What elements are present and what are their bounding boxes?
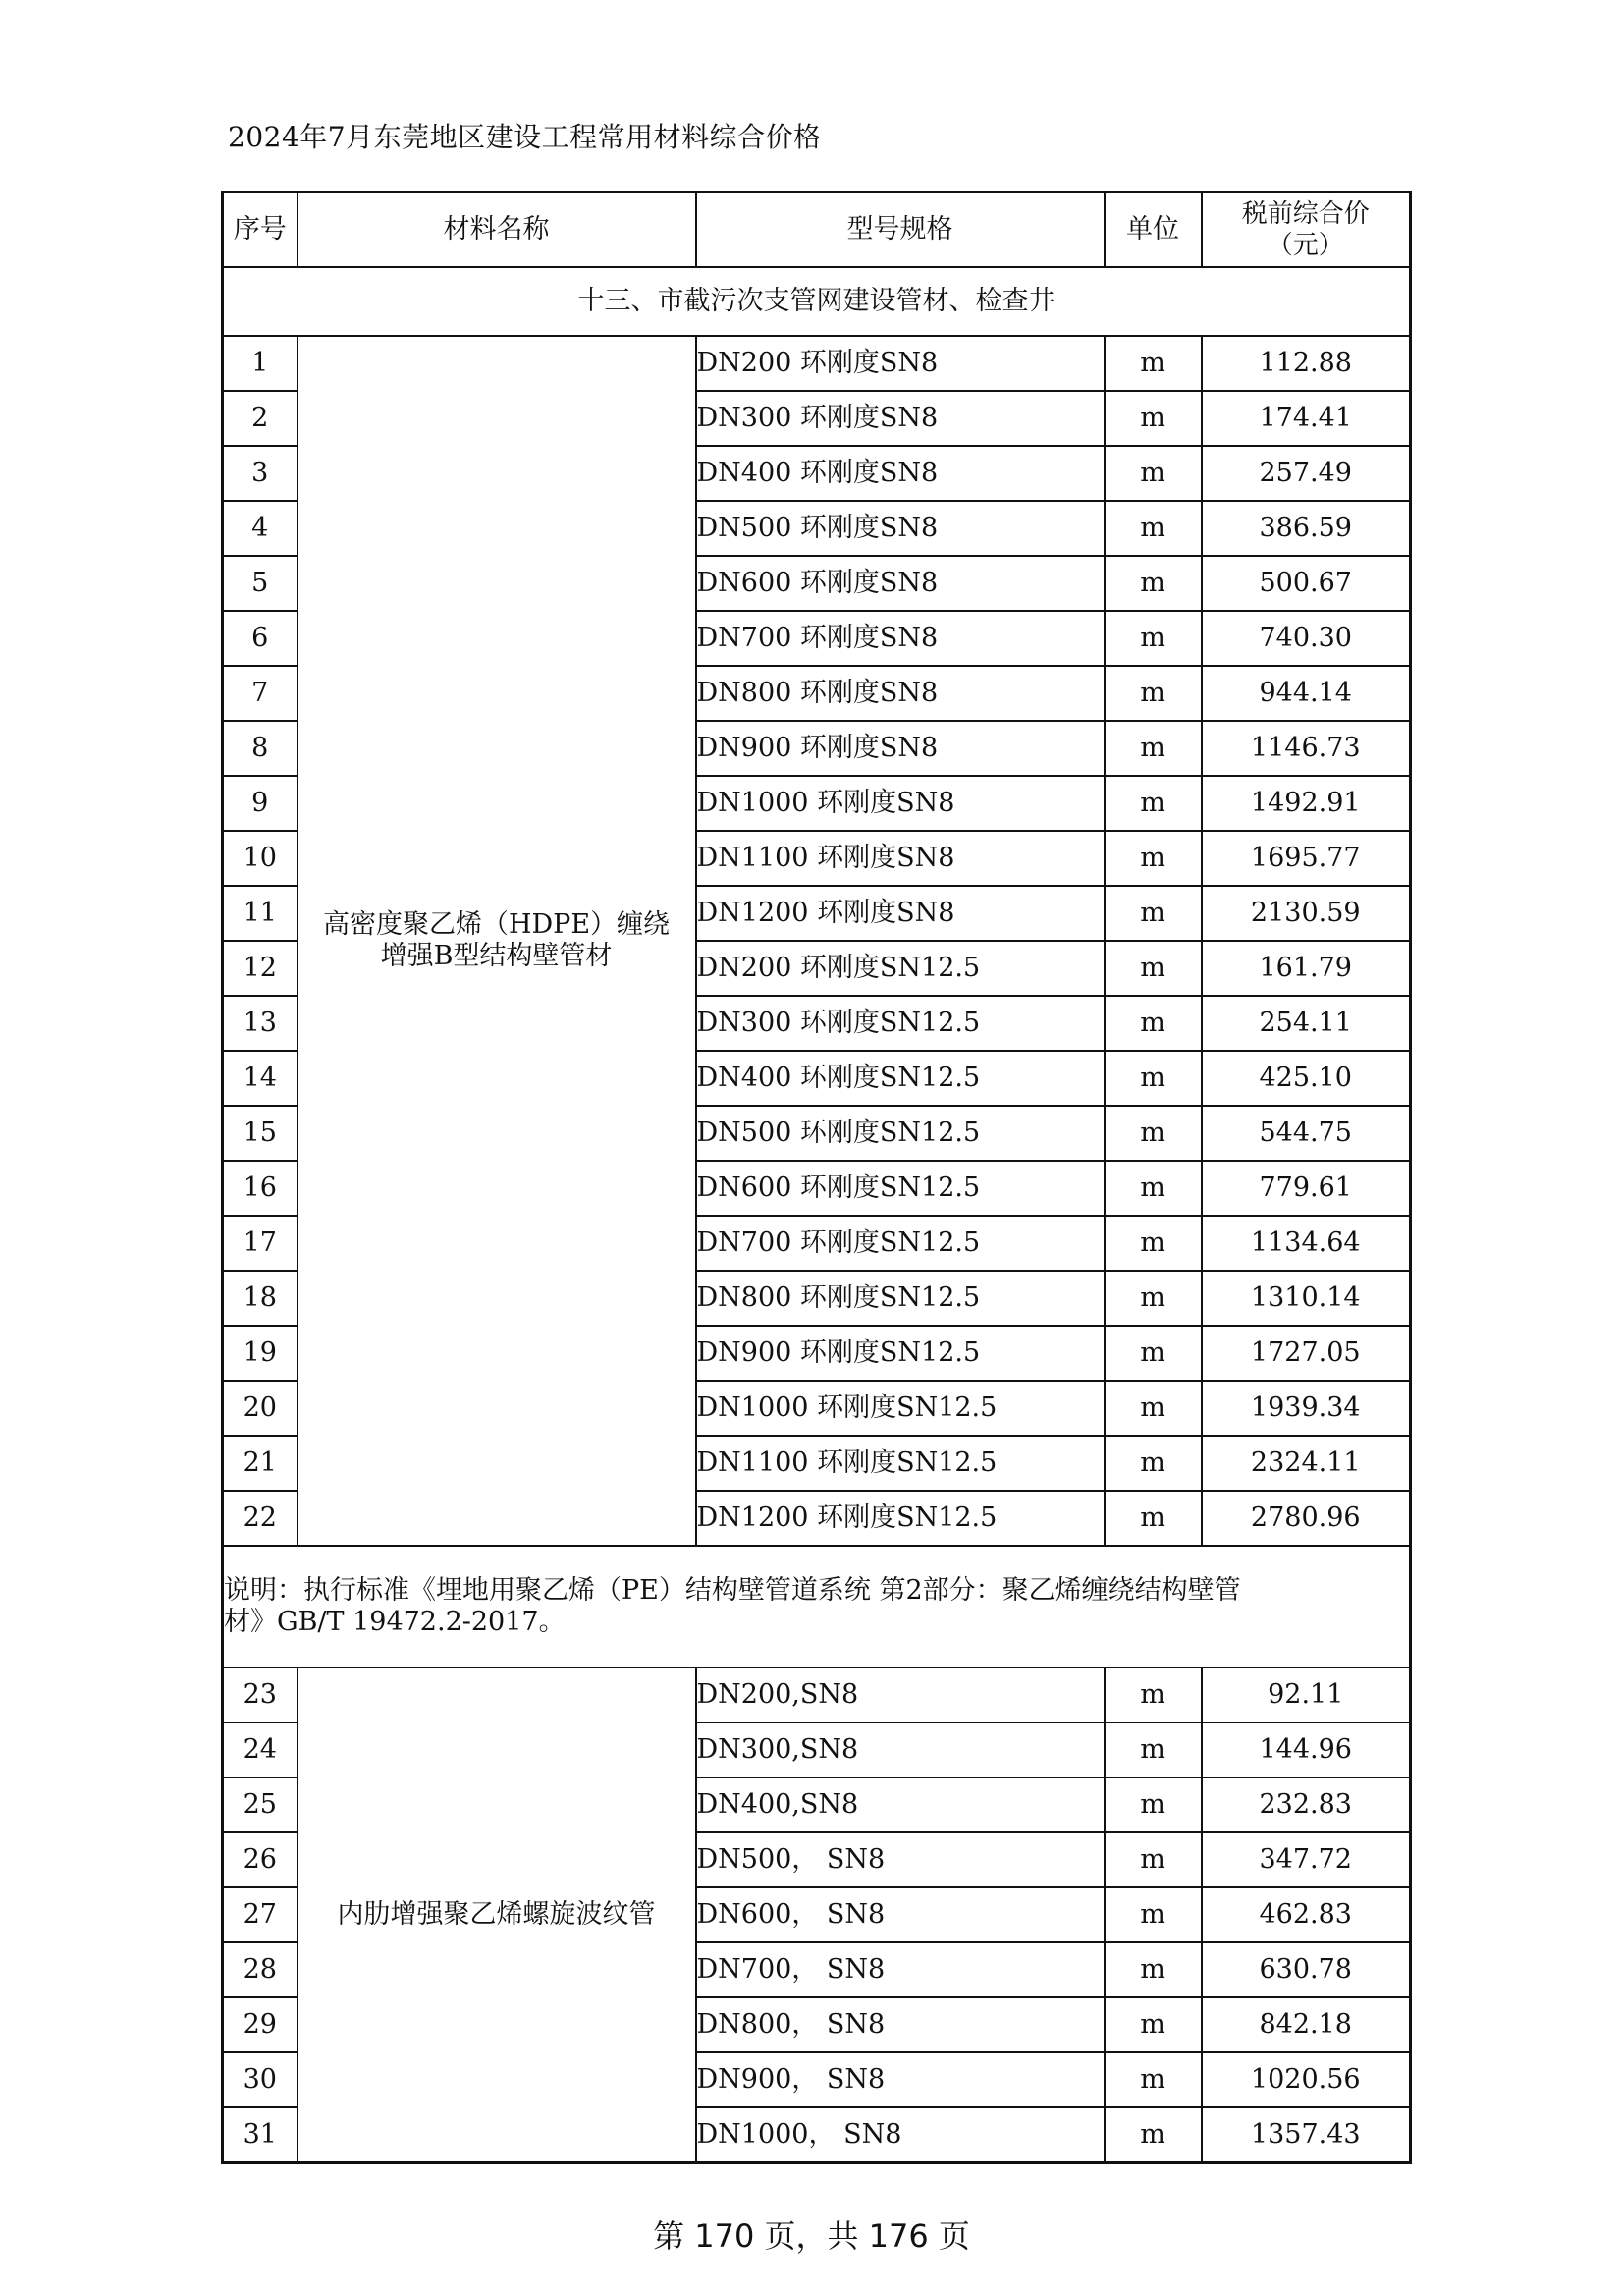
row-number: 7 xyxy=(223,666,298,721)
row-price: 92.11 xyxy=(1202,1667,1411,1722)
row-unit: m xyxy=(1105,1436,1202,1491)
row-number: 10 xyxy=(223,831,298,886)
row-unit: m xyxy=(1105,611,1202,666)
row-spec: DN1100 环刚度SN12.5 xyxy=(696,1436,1105,1491)
row-price: 1939.34 xyxy=(1202,1381,1411,1436)
row-unit: m xyxy=(1105,1722,1202,1777)
row-number: 25 xyxy=(223,1777,298,1832)
row-number: 11 xyxy=(223,886,298,941)
row-price: 1134.64 xyxy=(1202,1216,1411,1271)
row-price: 1020.56 xyxy=(1202,2052,1411,2107)
row-unit: m xyxy=(1105,1271,1202,1326)
header-price-line2: （元） xyxy=(1267,231,1344,260)
row-price: 254.11 xyxy=(1202,996,1411,1051)
row-number: 29 xyxy=(223,1997,298,2052)
row-spec: DN600 环刚度SN8 xyxy=(696,556,1105,611)
row-unit: m xyxy=(1105,1491,1202,1546)
row-price: 425.10 xyxy=(1202,1051,1411,1106)
table-row xyxy=(223,1667,1411,1722)
row-price: 2130.59 xyxy=(1202,886,1411,941)
page-footer: 第 170 页，共 176 页 xyxy=(653,2217,970,2255)
row-price: 1357.43 xyxy=(1202,2107,1411,2163)
row-unit: m xyxy=(1105,1997,1202,2052)
price-table xyxy=(221,191,1412,2164)
row-unit: m xyxy=(1105,1777,1202,1832)
row-spec: DN700 环刚度SN8 xyxy=(696,611,1105,666)
material-name-line1: 高密度聚乙烯（HDPE）缠绕 xyxy=(322,908,671,940)
row-price: 462.83 xyxy=(1202,1887,1411,1942)
row-number: 1 xyxy=(223,336,298,391)
row-spec: DN300,SN8 xyxy=(696,1722,1105,1777)
row-spec: DN1200 环刚度SN12.5 xyxy=(696,1491,1105,1546)
header-spec: 型号规格 xyxy=(696,192,1105,268)
row-number: 8 xyxy=(223,721,298,776)
row-spec: DN500， SN8 xyxy=(696,1832,1105,1887)
row-price: 740.30 xyxy=(1202,611,1411,666)
row-spec: DN400 环刚度SN8 xyxy=(696,446,1105,501)
row-unit: m xyxy=(1105,556,1202,611)
row-price: 112.88 xyxy=(1202,336,1411,391)
row-spec: DN900 环刚度SN8 xyxy=(696,721,1105,776)
row-unit: m xyxy=(1105,776,1202,831)
row-spec: DN500 环刚度SN12.5 xyxy=(696,1106,1105,1161)
row-price: 386.59 xyxy=(1202,501,1411,556)
note-text xyxy=(223,1546,1411,1667)
material-name xyxy=(298,1667,696,2163)
row-unit: m xyxy=(1105,1667,1202,1722)
row-number: 16 xyxy=(223,1161,298,1216)
row-number: 14 xyxy=(223,1051,298,1106)
row-price: 842.18 xyxy=(1202,1997,1411,2052)
header-name: 材料名称 xyxy=(298,192,696,268)
row-unit: m xyxy=(1105,886,1202,941)
header-unit: 单位 xyxy=(1105,192,1202,268)
row-spec: DN1200 环刚度SN8 xyxy=(696,886,1105,941)
row-number: 30 xyxy=(223,2052,298,2107)
section-title: 十三、市截污次支管网建设管材、检查井 xyxy=(223,267,1411,336)
row-number: 18 xyxy=(223,1271,298,1326)
row-spec: DN700 环刚度SN12.5 xyxy=(696,1216,1105,1271)
row-spec: DN800， SN8 xyxy=(696,1997,1105,2052)
row-unit: m xyxy=(1105,446,1202,501)
row-number: 2 xyxy=(223,391,298,446)
row-price: 232.83 xyxy=(1202,1777,1411,1832)
row-unit: m xyxy=(1105,1381,1202,1436)
row-spec: DN300 环刚度SN8 xyxy=(696,391,1105,446)
row-unit: m xyxy=(1105,2052,1202,2107)
row-spec: DN600 环刚度SN12.5 xyxy=(696,1161,1105,1216)
row-number: 27 xyxy=(223,1887,298,1942)
note-line1: 说明：执行标准《埋地用聚乙烯（PE）结构壁管道系统 第2部分：聚乙烯缠绕结构壁管 xyxy=(224,1574,1241,1606)
row-number: 5 xyxy=(223,556,298,611)
row-spec: DN1000， SN8 xyxy=(696,2107,1105,2163)
material-name-line2: 增强B型结构壁管材 xyxy=(380,941,613,971)
note-row xyxy=(223,1546,1411,1667)
section-row xyxy=(223,267,1411,336)
row-price: 257.49 xyxy=(1202,446,1411,501)
row-unit: m xyxy=(1105,1216,1202,1271)
row-price: 2780.96 xyxy=(1202,1491,1411,1546)
row-unit: m xyxy=(1105,666,1202,721)
row-number: 17 xyxy=(223,1216,298,1271)
row-price: 544.75 xyxy=(1202,1106,1411,1161)
row-price: 144.96 xyxy=(1202,1722,1411,1777)
row-spec: DN200 环刚度SN12.5 xyxy=(696,941,1105,996)
material-name xyxy=(298,336,696,1546)
row-price: 1492.91 xyxy=(1202,776,1411,831)
row-number: 13 xyxy=(223,996,298,1051)
header-no: 序号 xyxy=(223,192,298,268)
row-price: 174.41 xyxy=(1202,391,1411,446)
row-price: 630.78 xyxy=(1202,1942,1411,1997)
row-unit: m xyxy=(1105,831,1202,886)
row-price: 944.14 xyxy=(1202,666,1411,721)
header-price-line1: 税前综合价 xyxy=(1241,198,1370,229)
row-spec: DN700， SN8 xyxy=(696,1942,1105,1997)
row-unit: m xyxy=(1105,336,1202,391)
row-number: 15 xyxy=(223,1106,298,1161)
row-spec: DN500 环刚度SN8 xyxy=(696,501,1105,556)
row-spec: DN800 环刚度SN8 xyxy=(696,666,1105,721)
row-spec: DN300 环刚度SN12.5 xyxy=(696,996,1105,1051)
row-number: 22 xyxy=(223,1491,298,1546)
row-number: 23 xyxy=(223,1667,298,1722)
row-price: 1310.14 xyxy=(1202,1271,1411,1326)
row-unit: m xyxy=(1105,391,1202,446)
row-unit: m xyxy=(1105,1051,1202,1106)
row-number: 20 xyxy=(223,1381,298,1436)
row-price: 161.79 xyxy=(1202,941,1411,996)
row-price: 1695.77 xyxy=(1202,831,1411,886)
row-price: 779.61 xyxy=(1202,1161,1411,1216)
row-spec: DN200 环刚度SN8 xyxy=(696,336,1105,391)
row-price: 347.72 xyxy=(1202,1832,1411,1887)
row-spec: DN1000 环刚度SN12.5 xyxy=(696,1381,1105,1436)
header-row xyxy=(223,192,1411,268)
note-line2: 材》GB/T 19472.2-2017。 xyxy=(224,1607,566,1637)
row-spec: DN400 环刚度SN12.5 xyxy=(696,1051,1105,1106)
row-spec: DN900， SN8 xyxy=(696,2052,1105,2107)
row-unit: m xyxy=(1105,501,1202,556)
row-spec: DN200,SN8 xyxy=(696,1667,1105,1722)
row-spec: DN800 环刚度SN12.5 xyxy=(696,1271,1105,1326)
row-unit: m xyxy=(1105,1106,1202,1161)
row-spec: DN400,SN8 xyxy=(696,1777,1105,1832)
row-number: 28 xyxy=(223,1942,298,1997)
row-spec: DN600， SN8 xyxy=(696,1887,1105,1942)
row-price: 500.67 xyxy=(1202,556,1411,611)
row-unit: m xyxy=(1105,1161,1202,1216)
header-price xyxy=(1202,192,1411,268)
row-unit: m xyxy=(1105,1887,1202,1942)
row-unit: m xyxy=(1105,941,1202,996)
row-price: 1727.05 xyxy=(1202,1326,1411,1381)
document-title: 2024年7月东莞地区建设工程常用材料综合价格 xyxy=(228,121,822,153)
row-spec: DN900 环刚度SN12.5 xyxy=(696,1326,1105,1381)
table-row xyxy=(223,336,1411,391)
row-unit: m xyxy=(1105,1832,1202,1887)
row-unit: m xyxy=(1105,996,1202,1051)
row-price: 2324.11 xyxy=(1202,1436,1411,1491)
row-number: 6 xyxy=(223,611,298,666)
row-number: 26 xyxy=(223,1832,298,1887)
row-price: 1146.73 xyxy=(1202,721,1411,776)
row-unit: m xyxy=(1105,2107,1202,2163)
row-number: 12 xyxy=(223,941,298,996)
row-number: 24 xyxy=(223,1722,298,1777)
row-unit: m xyxy=(1105,1942,1202,1997)
material-name-text: 内肋增强聚乙烯螺旋波纹管 xyxy=(337,1898,656,1930)
row-spec: DN1000 环刚度SN8 xyxy=(696,776,1105,831)
row-number: 4 xyxy=(223,501,298,556)
row-number: 19 xyxy=(223,1326,298,1381)
row-number: 21 xyxy=(223,1436,298,1491)
row-number: 3 xyxy=(223,446,298,501)
row-number: 31 xyxy=(223,2107,298,2163)
row-unit: m xyxy=(1105,1326,1202,1381)
row-unit: m xyxy=(1105,721,1202,776)
row-spec: DN1100 环刚度SN8 xyxy=(696,831,1105,886)
row-number: 9 xyxy=(223,776,298,831)
